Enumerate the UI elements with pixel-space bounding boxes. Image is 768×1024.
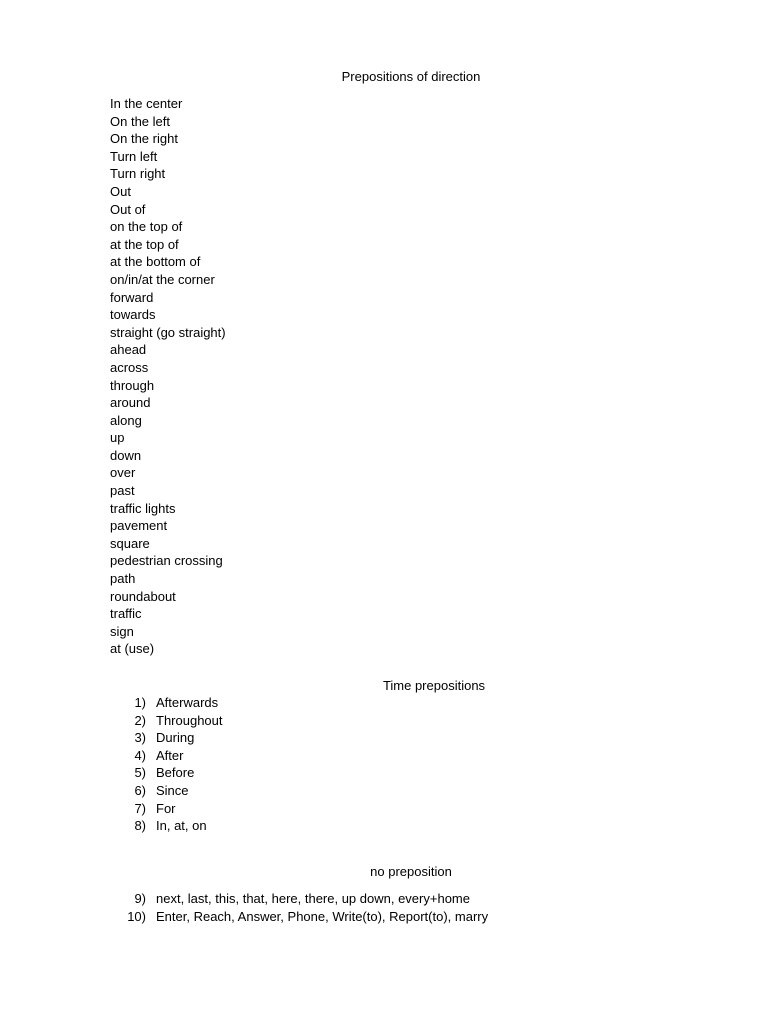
list-item: along [110, 412, 142, 428]
list-item: over [110, 465, 136, 481]
list-item: around [110, 395, 151, 411]
list-item [110, 890, 488, 908]
list-item: In the center [110, 96, 183, 111]
time-list [110, 694, 223, 835]
list-item: straight (go straight) [110, 324, 226, 340]
list-item-text: Afterwards [156, 695, 219, 710]
list-item [110, 800, 223, 818]
list-item: ahead [110, 342, 147, 358]
list-item: at (use) [110, 641, 155, 657]
list-item: towards [110, 307, 156, 323]
list-item [110, 747, 223, 765]
list-item-number: 7) [134, 800, 146, 816]
list-item-text: During [156, 730, 195, 746]
list-item-text: After [156, 747, 184, 763]
direction-list [110, 95, 226, 658]
list-item-text: Before [156, 765, 195, 781]
list-item [110, 782, 223, 800]
list-item: On the right [110, 131, 178, 147]
list-item [110, 817, 223, 835]
list-item: traffic [110, 606, 142, 622]
list-item-text: Enter, Reach, Answer, Phone, Write(to), Report(to), marry [156, 908, 489, 924]
list-item: down [110, 447, 142, 463]
no-preposition-heading: no preposition [370, 864, 452, 879]
list-item-number: 8) [134, 818, 146, 834]
list-item-number: 6) [134, 782, 146, 798]
page-title: Prepositions of direction [341, 69, 481, 84]
list-item-number: 1) [134, 695, 146, 710]
list-item: pedestrian crossing [110, 553, 223, 569]
list-item [110, 712, 223, 730]
list-item-text: Since [156, 782, 189, 798]
list-item: across [110, 359, 149, 375]
list-item: Out of [110, 201, 146, 217]
list-item [110, 694, 223, 712]
list-item: on the top of [110, 219, 183, 235]
list-item: pavement [110, 518, 168, 534]
list-item: Turn left [110, 148, 158, 164]
list-item: roundabout [110, 588, 176, 604]
list-item: through [110, 377, 155, 393]
list-item-text: next, last, this, that, here, there, up down, every+home [156, 891, 470, 906]
list-item: at the top of [110, 236, 179, 252]
list-item: On the left [110, 113, 170, 129]
list-item-number: 10) [127, 908, 146, 924]
list-item [110, 729, 223, 747]
time-prepositions-heading: Time prepositions [382, 678, 486, 693]
list-item: Turn right [110, 166, 166, 182]
no-preposition-list [110, 890, 488, 925]
list-item: forward [110, 289, 154, 305]
list-item [110, 764, 223, 782]
list-item-number: 2) [134, 712, 146, 728]
list-item-text: For [156, 800, 176, 816]
list-item-text: In, at, on [156, 818, 207, 834]
list-item-number: 3) [134, 730, 146, 746]
list-item: Out [110, 183, 131, 199]
list-item: past [110, 483, 135, 499]
list-item: up [110, 430, 125, 446]
list-item: path [110, 571, 136, 587]
list-item: traffic lights [110, 500, 176, 516]
list-item-number: 5) [134, 765, 146, 781]
list-item: square [110, 535, 150, 551]
list-item [110, 908, 488, 926]
list-item-number: 9) [134, 891, 146, 906]
list-item: at the bottom of [110, 254, 201, 270]
list-item: on/in/at the corner [110, 271, 215, 287]
list-item-text: Throughout [156, 712, 223, 728]
list-item: sign [110, 623, 134, 639]
list-item-number: 4) [134, 747, 146, 763]
